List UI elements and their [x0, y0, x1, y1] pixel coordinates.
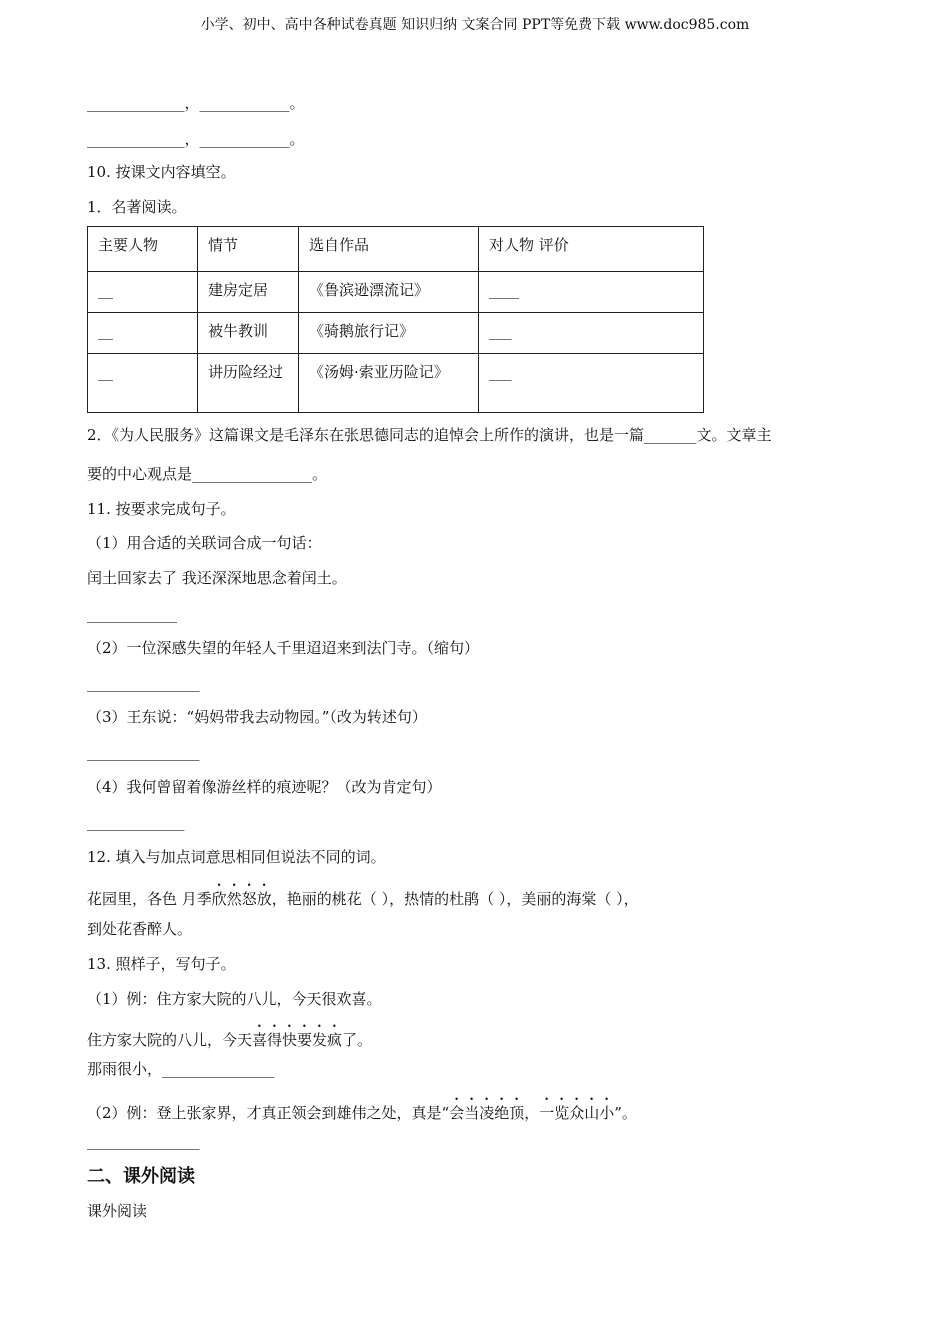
table-header-cell: 主要人物 — [88, 227, 198, 272]
question-13-title: 13. 照样子，写句子。 — [87, 955, 236, 973]
question-10-title: 10. 按课文内容填空。 — [87, 163, 236, 181]
question-12-title: 12. 填入与加点词意思相同但说法不同的词。 — [87, 848, 386, 866]
table-cell: 《汤姆·索亚历险记》 — [299, 354, 479, 413]
question-13-part2 — [87, 1095, 637, 1123]
page-header: 小学、初中、高中各种试卷真题 知识归纳 文案合同 PPT等免费下载 www.doc985.com — [200, 17, 750, 33]
table-cell: 被牛教训 — [198, 313, 299, 354]
sentence-text: 花园里，各色 月季 — [87, 890, 212, 908]
answer-blank-line: _______________ — [87, 743, 200, 761]
sentence-text: 了。 — [342, 1031, 373, 1049]
table-cell: ____ — [479, 272, 704, 313]
question-12-sentence — [87, 881, 639, 909]
section-2-heading: 二、课外阅读 — [87, 1166, 195, 1187]
table-cell: __ — [88, 313, 198, 354]
question-13-example — [87, 1022, 372, 1050]
question-11-part4: （4）我何曾留着像游丝样的痕迹呢？（改为肯定句） — [87, 778, 442, 796]
table-cell: 讲历险经过 — [198, 354, 299, 413]
section-2-subtitle: 课外阅读 — [87, 1202, 148, 1220]
table-cell: 《骑鹅旅行记》 — [299, 313, 479, 354]
sentence-text: 住方家大院的八儿，今天 — [87, 1031, 253, 1049]
table-header-row — [88, 227, 704, 272]
table-cell: 建房定居 — [198, 272, 299, 313]
table-row — [88, 313, 704, 354]
question-10-part2: 2．《为人民服务》这篇课文是毛泽东在张思德同志的追悼会上所作的演讲，也是一篇_______文。文章主 — [87, 426, 772, 444]
question-11-title: 11. 按要求完成句子。 — [87, 500, 236, 518]
answer-blank-line: _____________，____________。 — [87, 94, 305, 112]
dotted-word: 会当凌绝顶，一览众山小 — [449, 1104, 615, 1122]
answer-blank-line: _____________ — [87, 813, 185, 831]
table-cell: ___ — [479, 313, 704, 354]
question-11-part2: （2）一位深感失望的年轻人千里迢迢来到法门寺。（缩句） — [87, 639, 480, 657]
table-cell: ___ — [479, 354, 704, 413]
answer-blank-line: _______________ — [87, 1132, 200, 1150]
answer-blank-line: _____________，____________。 — [87, 130, 305, 148]
answer-blank-line: ____________ — [87, 605, 177, 623]
sentence-text: ”。 — [614, 1104, 637, 1122]
dotted-word: 喜得快要发疯 — [252, 1031, 343, 1049]
table-header-cell: 情节 — [198, 227, 299, 272]
answer-blank-line: _______________ — [87, 674, 200, 692]
table-cell: 《鲁滨逊漂流记》 — [299, 272, 479, 313]
question-12-sentence-cont: 到处花香醉人。 — [87, 920, 193, 938]
question-13-task: 那雨很小，_______________ — [87, 1060, 275, 1078]
question-10-part1: 1．名著阅读。 — [87, 198, 187, 216]
table-row — [88, 272, 704, 313]
table-row — [88, 354, 704, 413]
question-13-part1: （1）例：住方家大院的八儿，今天很欢喜。 — [87, 990, 382, 1008]
sentence-text: （2）例：登上张家界，才真正领会到雄伟之处，真是“ — [87, 1104, 450, 1122]
table-header-cell: 对人物 评价 — [479, 227, 704, 272]
question-11-part1-sentence: 闰土回家去了 我还深深地思念着闰土。 — [87, 569, 347, 587]
question-11-part3: （3）王东说：“妈妈带我去动物园。”（改为转述句） — [87, 708, 427, 726]
table-cell: __ — [88, 272, 198, 313]
reading-table — [87, 226, 704, 413]
question-11-part1: （1）用合适的关联词合成一句话： — [87, 534, 322, 552]
question-10-part2-cont: 要的中心观点是________________。 — [87, 465, 328, 483]
table-header-cell: 选自作品 — [299, 227, 479, 272]
sentence-text: ，艳丽的桃花（ ），热情的杜鹃（ ），美丽的海棠（ ）， — [271, 890, 639, 908]
table-cell: __ — [88, 354, 198, 413]
dotted-word: 欣然怒放 — [211, 890, 272, 908]
